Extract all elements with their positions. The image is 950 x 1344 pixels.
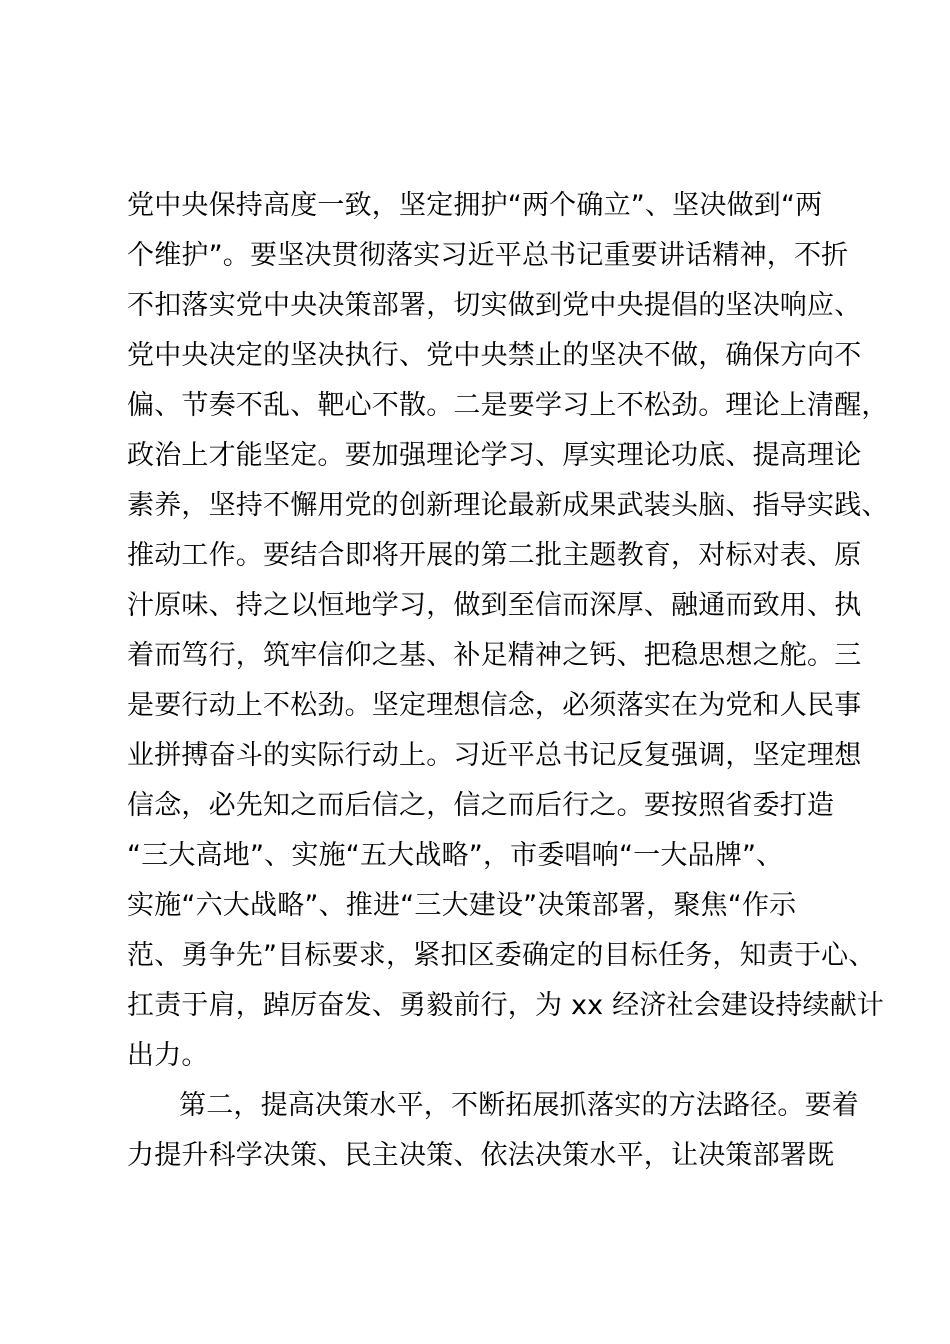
text-line: 力提升科学决策、民主决策、依法决策水平，让决策部署既 bbox=[127, 1140, 835, 1171]
text-line: 第二，提高决策水平，不断拓展抓落实的方法路径。要着 bbox=[179, 1090, 859, 1121]
text-line: 偏、节奏不乱、靶心不散。二是要学习上不松劲。理论上清醒， bbox=[127, 390, 889, 421]
paragraph-1 bbox=[127, 181, 889, 1081]
text-line: 素养，坚持不懈用党的创新理论最新成果武装头脑、指导实践、 bbox=[127, 490, 889, 521]
text-line: 党中央保持高度一致，坚定拥护“两个确立”、坚决做到“两 bbox=[127, 190, 823, 221]
text-line: 是要行动上不松劲。坚定理想信念，必须落实在为党和人民事 bbox=[127, 690, 862, 721]
text-line: 不扣落实党中央决策部署，切实做到党中央提倡的坚决响应、 bbox=[127, 290, 862, 321]
text-line: 个维护”。要坚决贯彻落实习近平总书记重要讲话精神，不折 bbox=[127, 240, 849, 271]
text-line: 范、勇争先”目标要求，紧扣区委确定的目标任务，知责于心、 bbox=[127, 940, 876, 971]
text-line: 业拼搏奋斗的实际行动上。习近平总书记反复强调，坚定理想 bbox=[127, 740, 862, 771]
paragraph-2 bbox=[127, 1081, 867, 1181]
text-line: 实施“六大战略”、推进“三大建设”决策部署，聚焦“作示 bbox=[127, 890, 797, 921]
text-line: 党中央决定的坚决执行、党中央禁止的坚决不做，确保方向不 bbox=[127, 340, 862, 371]
text-line: “三大高地”、实施“五大战略”，市委唱响“一大品牌”、 bbox=[127, 840, 784, 871]
document-body bbox=[127, 181, 889, 1181]
text-line: 信念，必先知之而后信之，信之而后行之。要按照省委打造 bbox=[127, 790, 835, 821]
text-line: 政治上才能坚定。要加强理论学习、厚实理论功底、提高理论 bbox=[127, 440, 862, 471]
text-line: 推动工作。要结合即将开展的第二批主题教育，对标对表、原 bbox=[127, 540, 862, 571]
text-line: 汁原味、持之以恒地学习，做到至信而深厚、融通而致用、执 bbox=[127, 590, 862, 621]
text-line: 着而笃行，筑牢信仰之基、补足精神之钙、把稳思想之舵。三 bbox=[127, 640, 862, 671]
text-line: 扛责于肩，踔厉奋发、勇毅前行，为 xx 经济社会建设持续献计 bbox=[127, 990, 885, 1021]
text-line: 出力。 bbox=[127, 1040, 209, 1071]
